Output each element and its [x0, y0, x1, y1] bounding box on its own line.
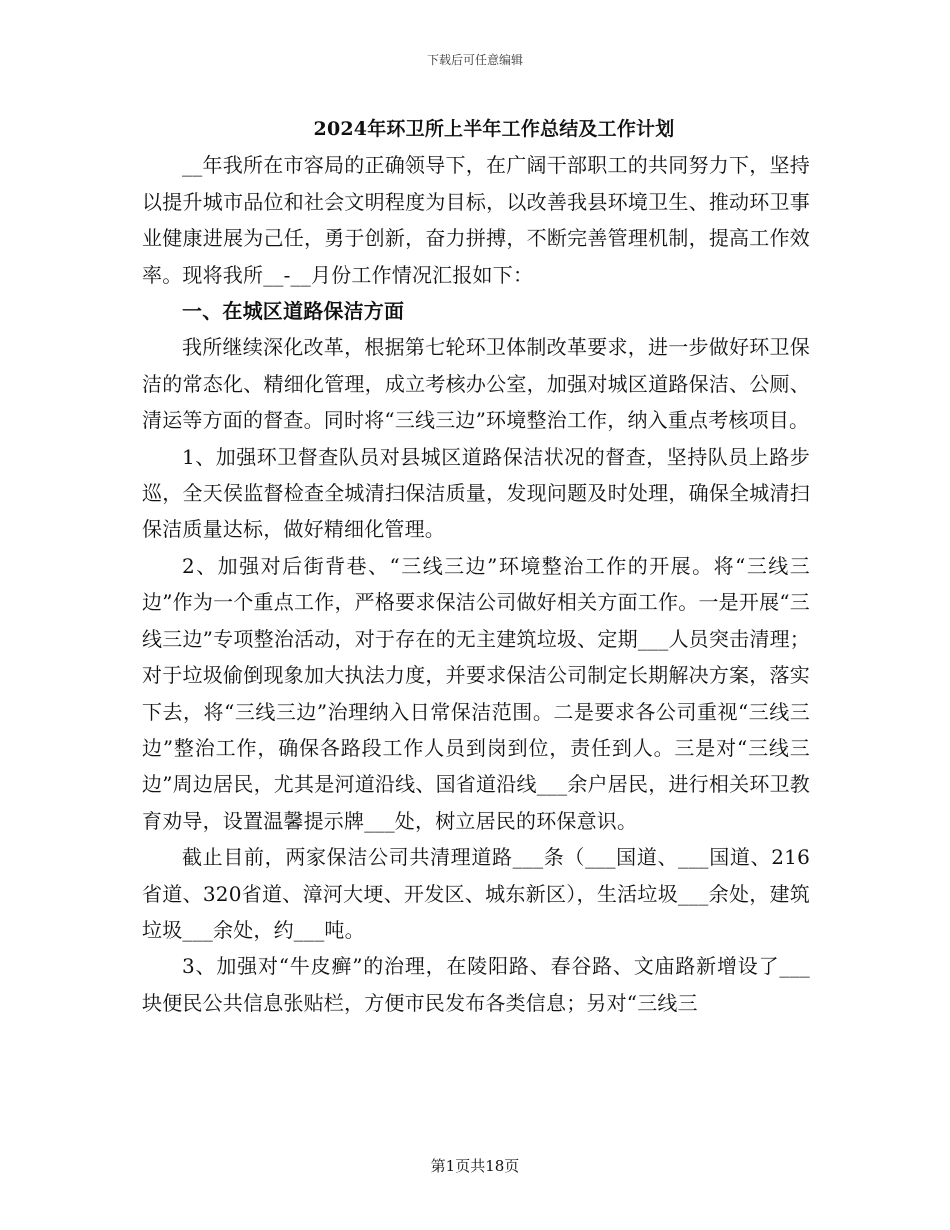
paragraph-item-3: 3、加强对“牛皮癣”的治理，在陵阳路、春谷路、文庙路新增设了___块便民公共信息张贴栏，方便市民发布各类信息；另对“三线三 [142, 954, 810, 1015]
section-heading-road-cleaning: 一、在城区道路保洁方面 [182, 299, 405, 324]
document-body [142, 111, 810, 1021]
document-title: 2024年环卫所上半年工作总结及工作计划 [313, 118, 675, 140]
paragraph-intro: __年我所在市容局的正确领导下，在广阔干部职工的共同努力下，坚持以提升城市品位和社会文明程度为目标，以改善我县环境卫生、推动环卫事业健康进展为己任，勇于创新，奋力拼搏，不断完善管理机制，提高工作效率。现将我所__-__月份工作情况汇报如下： [142, 153, 810, 287]
paragraph-item-1: 1、加强环卫督查队员对县城区道路保洁状况的督查，坚持队员上路步巡，全天侯监督检查全城清扫保洁质量，发现问题及时处理，确保全城清扫保洁质量达标，做好精细化管理。 [142, 444, 810, 542]
page-number: 第1页共18页 [430, 1157, 520, 1175]
paragraph-item-2: 2、加强对后街背巷、“三线三边”环境整治工作的开展。将“三线三边”作为一个重点工作，严格要求保洁公司做好相关方面工作。一是开展“三线三边”专项整治活动，对于存在的无主建筑垃圾、定期___人员突击清理；对于垃圾偷倒现象加大执法力度，并要求保洁公司制定长期解决方案，落实下去，将“三线三边”治理纳入日常保洁范围。二是要求各公司重视“三线三边”整治工作，确保各路段工作人员到岗到位，责任到人。三是对“三线三边”周边居民，尤其是河道沿线、国省道沿线___余户居民，进行相关环卫教育劝导，设置温馨提示牌___处，树立居民的环保意识。 [142, 553, 810, 833]
page-header-note: 下载后可任意编辑 [426, 53, 523, 67]
paragraph-statistics: 截止目前，两家保洁公司共清理道路___条（___国道、___国道、216省道、320省道、漳河大埂、开发区、城东新区），生活垃圾___余处，建筑垃圾___余处，约___吨。 [142, 845, 810, 942]
paragraph-reform: 我所继续深化改革，根据第七轮环卫体制改革要求，进一步做好环卫保洁的常态化、精细化管理，成立考核办公室，加强对城区道路保洁、公厕、清运等方面的督查。同时将“三线三边”环境整治工作，纳入重点考核项目。 [142, 335, 810, 433]
